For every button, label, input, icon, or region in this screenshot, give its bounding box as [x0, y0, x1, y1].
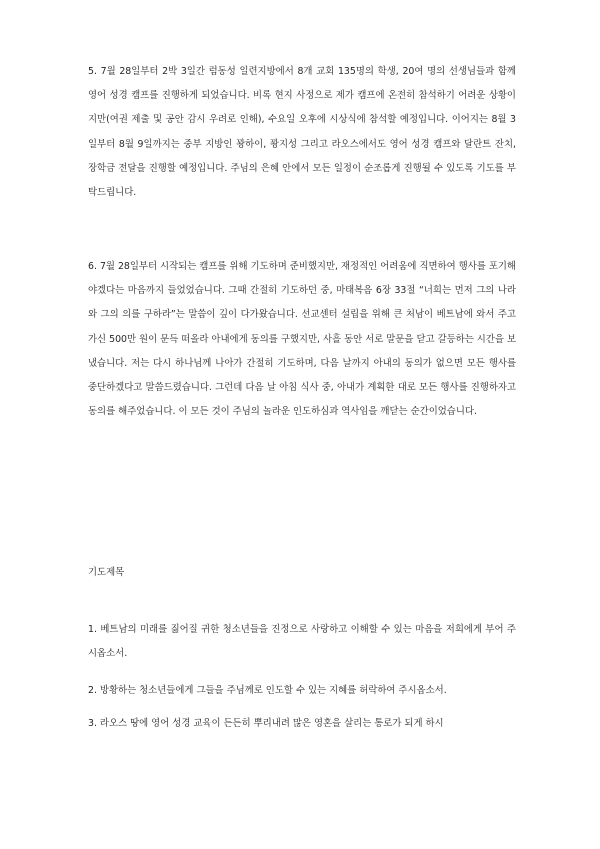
paragraph-5: 5. 7월 28일부터 2박 3일간 럼동성 일련지방에서 8개 교회 135명의 학생, 20여 명의 선생님들과 함께 영어 성경 캠프를 진행하게 되었습니다. 비록 현지 사정으로 제가 캠프에 온전히 참석하기 어려운 상황이지만(여권 제출 및 공안 감시 우려로 인해), 수요일 오후에 시상식에 참석할 예정입니다. 이어지는 8월 3일부터 8월 9일까지는 중부 지방인 꽝하이, 꽝지성 그리고 라오스에서도 영어 성경 캠프와 달란트 잔치, 장학금 전달을 진행할 예정입니다. 주님의 은혜 안에서 모든 일정이 순조롭게 진행될 수 있도록 기도를 부탁드립니다.	[88, 66, 516, 199]
prayer-item-2: 2. 방황하는 청소년들에게 그들을 주님께로 인도할 수 있는 지혜를 허락하여 주시옵소서.	[88, 685, 447, 696]
prayer-item-1: 1. 베트남의 미래를 짊어질 귀한 청소년들을 진정으로 사랑하고 이해할 수 있는 마음을 저희에게 부어 주시옵소서.	[88, 624, 516, 660]
prayer-item-3: 3. 라오스 땅에 영어 성경 교육이 든든히 뿌리내려 많은 영혼을 살리는 통로가 되게 하시	[88, 718, 444, 729]
paragraph-6: 6. 7월 28일부터 시작되는 캠프를 위해 기도하며 준비했지만, 재정적인 어려움에 직면하여 행사를 포기해야겠다는 마음까지 들었었습니다. 그때 간절히 기도하던 중, 마태복음 6장 33절 “너희는 먼저 그의 나라와 그의 의를 구하라”는 말씀이 깊이 다가왔습니다. 선교센터 설립을 위해 큰 처남이 베트남에 와서 주고 가신 500만 원이 문득 떠올라 아내에게 동의를 구했지만, 사흘 동안 서로 말문을 닫고 갈등하는 시간을 보냈습니다. 저는 다시 하나님께 나아가 간절히 기도하며, 다음 날까지 아내의 동의가 없으면 모든 행사를 중단하겠다고 말씀드렸습니다. 그런데 다음 날 아침 식사 중, 아내가 계획한 대로 모든 행사를 진행하자고 동의를 해주었습니다. 이 모든 것이 주님의 놀라운 인도하심과 역사임을 깨닫는 순간이었습니다.	[88, 261, 516, 418]
prayer-heading: 기도제목	[88, 567, 125, 578]
